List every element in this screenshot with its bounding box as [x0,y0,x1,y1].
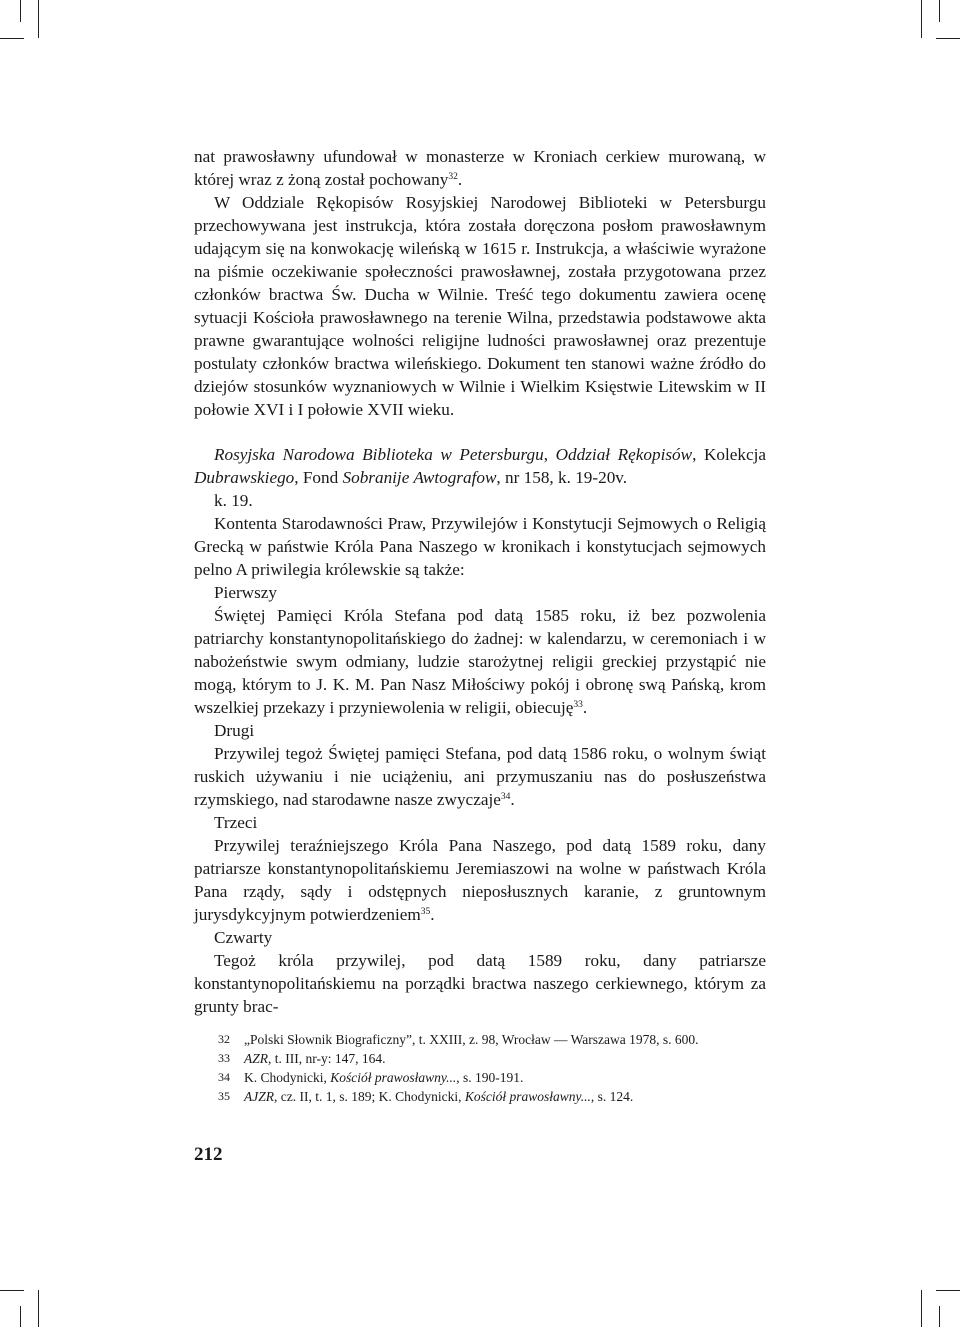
crop-mark-br-v2 [939,1306,940,1327]
leaf-marker: k. 19. [214,491,253,510]
page-number: 212 [194,1144,223,1165]
crop-mark-bl-v2 [20,1306,21,1327]
heading-trzeci: Trzeci [214,813,258,832]
source-citation: Rosyjska Narodowa Biblioteka w Petersburgu, Oddział Rękopisów, Kolekcja Dubrawskiego, Fond Sobranije Awtografow, nr 158, k. 19-20v. [194,445,766,487]
crop-mark-br-v [921,1290,922,1327]
crop-mark-br-h [936,1290,960,1291]
heading-pierwszy: Pierwszy [214,583,278,602]
footnote-34: 34 K. Chodynicki, Kościół prawosławny..., s. 190-191. [218,1070,524,1085]
main-text-column [194,145,766,1018]
footnote-ref-34: 34 [500,792,511,802]
document-title: Kontenta Starodawności Praw, Przywilejów i Konstytucji Sejmowych o Religią Grecką w państwie Króla Pana Naszego w kronikach i konstytucjach sejmowych pelno A priwilegia królewskie są także: [194,514,766,579]
privilege-3: Przywilej teraźniejszego Króla Pana Naszego, pod datą 1589 roku, dany patriarsze konstantynopolitańskiemu Jeremiaszowi na wolne w państwach Króla Pana rządy, sądy i odstępnych nieposłusznych karanie, z gruntownym jurysdykcyjnym potwierdzeniem$^{35}$. [194,836,766,924]
crop-mark-tl-h [0,38,24,39]
heading-drugi: Drugi [214,721,255,740]
crop-mark-tr-v [921,0,922,38]
crop-mark-tr-h [936,38,960,39]
crop-mark-bl-h [0,1290,24,1291]
crop-mark-tl-v [20,0,21,22]
privilege-2: Przywilej tegoż Świętej pamięci Stefana, pod datą 1586 roku, o wolnym świąt ruskich używaniu i nie uciążeniu, ani przymuszaniu nas do posłuszeństwa rzymskiego, nad starodawne nasze zwyczaje$^{34}$. [194,744,766,809]
footnote-32: 32 „Polski Słownik Biograficzny”, t. XXIII, z. 98, Wrocław — Warszawa 1978, s. 600. [218,1032,699,1047]
footnote-ref-32: 32 [448,172,458,182]
heading-czwarty: Czwarty [214,928,273,947]
footnote-ref-33: 33 [573,700,583,710]
footnote-35: 35 AJZR, cz. II, t. 1, s. 189; K. Chodynicki, Kościół prawosławny..., s. 124. [218,1089,634,1104]
crop-mark-tr-v2 [939,0,940,22]
paragraph-intro-end: nat prawosławny ufundował w monasterze w Kroniach cerkiew murowaną, w której wraz z żoną został pochowany$^{32}$. [194,147,766,189]
privilege-4: Tegoż króla przywilej, pod datą 1589 roku, dany patriarsze konstantynopolitańskiemu na porządki bractwa naszego cerkiewnego, którym za grunty brac- [194,951,766,1016]
footnote-33: 33 AZR, t. III, nr-y: 147, 164. [218,1051,386,1066]
privilege-1: Świętej Pamięci Króla Stefana pod datą 1585 roku, iż bez pozwolenia patriarchy konstantynopolitańskiego do żadnej: w kalendarzu, w ceremoniach i w nabożeństwie swym odmiany, ludzie starożytnej religii greckiej przystąpić nie mogą, którym to J. K. M. Pan Nasz Miłościwy pokój i obronę swą Pańską, krom wszelkiej przekazy i przyniewolenia w religii, obiecuję$^{33}$. [194,606,766,717]
paragraph-instruction: W Oddziale Rękopisów Rosyjskiej Narodowej Biblioteki w Petersburgu przechowywana jest instrukcja, która została doręczona posłom prawosławnym udającym się na konwokację wileńską w 1615 r. Instrukcja, a właściwie wyrażone na piśmie oczekiwanie społeczności prawosławnej, została przygotowana przez członków bractwa Św. Ducha w Wilnie. Treść tego dokumentu zawiera ocenę sytuacji Kościoła prawosławnego na terenie Wilna, przedstawia podstawowe akta prawne gwarantujące wolności religijne ludności prawosławnej oraz prezentuje postulaty członków bractwa wileńskiego. Dokument ten stanowi ważne źródło do dziejów stosunków wyznaniowych w Wilnie i Wielkim Księstwie Litewskim w II połowie XVI i I połowie XVII wieku. [194,193,766,419]
footnote-ref-35: 35 [420,907,431,917]
footnotes [194,1030,766,1106]
crop-mark-tl-v2 [38,0,39,38]
crop-mark-bl-v [38,1290,39,1327]
